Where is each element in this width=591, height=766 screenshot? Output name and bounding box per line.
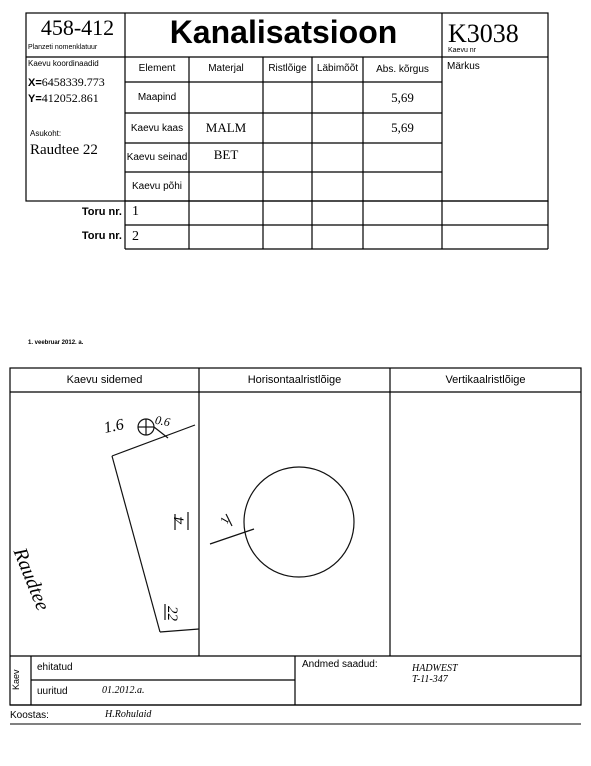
table-row-element: Kaevu põhi	[131, 181, 183, 192]
coord-y-label: Y=	[28, 93, 42, 105]
table-row-material: BET	[213, 147, 239, 162]
sketch-header-horizontal: Horisontaalristlõige	[247, 374, 342, 386]
table-row-diameter	[312, 113, 363, 143]
table-row-element: Maapind	[137, 92, 177, 103]
col-header-element: Element	[138, 62, 176, 74]
sheet-number: 458-412	[40, 15, 115, 40]
pipe-row-number: 1	[132, 204, 139, 219]
coord-x-label: X=	[28, 77, 42, 89]
footer-source-label: Andmed saadud:	[302, 659, 378, 670]
date-note: 1. veebruar 2012. a.	[28, 340, 84, 346]
table-row-cross	[263, 172, 312, 201]
col-header-abs-height: Abs. kõrgus	[376, 63, 429, 75]
table-row-diameter	[312, 82, 363, 113]
well-number-label: Kaevu nr	[448, 47, 477, 54]
location-label: Asukoht:	[30, 129, 62, 138]
table-row-abs	[363, 172, 442, 201]
coords-label: Kaevu koordinaadid	[28, 59, 99, 68]
table-row-element: Kaevu kaas	[130, 122, 184, 134]
col-header-cross-section: Ristlõige	[268, 62, 307, 74]
coord-x	[28, 75, 105, 90]
table-row-abs: 5,69	[391, 89, 414, 105]
col-header-diameter: Läbimõõt	[316, 62, 359, 74]
footer-surveyed-label: uuritud	[37, 686, 68, 697]
table-row-diameter	[312, 172, 363, 201]
pipe-row-number: 2	[132, 229, 139, 244]
page-title: Kanalisatsioon	[169, 14, 398, 50]
footer-side-label: Kaev	[11, 669, 21, 690]
table-row-material	[189, 82, 263, 113]
sketch-header-vertical: Vertikaalristlõige	[445, 374, 526, 386]
sketch-street-name: Raudtee	[8, 544, 54, 614]
footer-surveyed-value: 01.2012.a.	[102, 685, 145, 696]
footer-source-company: HADWEST	[412, 663, 458, 674]
col-header-material: Materjal	[208, 62, 244, 74]
table-row-cross	[263, 113, 312, 143]
col-header-notes: Märkus	[447, 61, 480, 72]
sheet-number-label: Planzeti nomenklatuur	[28, 44, 98, 51]
coord-x-value: 6458339.773	[41, 75, 105, 89]
table-row-cross	[263, 82, 312, 113]
well-number: K3038	[448, 19, 519, 48]
coord-y	[28, 91, 99, 106]
coord-y-value: 412052.861	[41, 91, 99, 105]
location-value: Raudtee 22	[30, 142, 98, 158]
footer-compiled-label: Koostas:	[10, 710, 49, 721]
table-row-abs: 5,69	[391, 120, 414, 135]
sketch-header-connections: Kaevu sidemed	[66, 374, 143, 386]
table-row-material	[189, 172, 263, 201]
footer-compiled-value: H.Rohulaid	[105, 709, 152, 720]
footer-built-label: ehitatud	[37, 662, 73, 673]
table-row-element: Kaevu seinad	[126, 152, 188, 163]
pipe-row-label: Toru nr.	[81, 230, 122, 242]
sketch-side-number: 4	[171, 516, 188, 525]
footer-source-code: T-11-347	[412, 674, 448, 685]
pipe-row-label: Toru nr.	[81, 206, 122, 218]
table-row-cross	[263, 143, 312, 172]
sketch-pipe-mark: 1	[216, 515, 233, 526]
table-row-abs	[363, 143, 442, 172]
sketch-bottom-number: 22	[164, 606, 180, 621]
well-location-sketch	[112, 419, 199, 632]
table-row-material: MALM	[205, 120, 247, 135]
sketch-dim-left: 1.6	[102, 416, 126, 437]
table-row-diameter	[312, 143, 363, 172]
sketch-dim-right: 0.6	[153, 412, 172, 430]
